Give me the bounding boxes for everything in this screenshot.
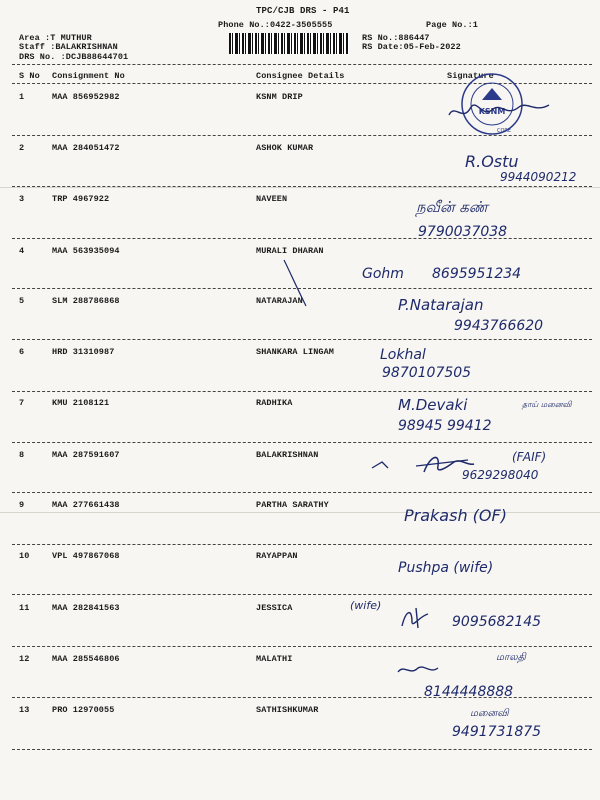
handwritten-name: Gohm — [362, 266, 404, 282]
handwritten-phone: 9790037038 — [418, 224, 508, 240]
barcode — [229, 33, 349, 54]
scan-artifact — [0, 512, 600, 513]
row-sno: 13 — [19, 705, 30, 715]
row-consignee: PARTHA SARATHY — [256, 500, 329, 510]
column-header-signature: Signature — [447, 71, 494, 81]
row-consignee: KSNM DRIP — [256, 92, 303, 102]
row-divider — [12, 238, 592, 239]
handwritten-name: P.Natarajan — [398, 296, 484, 314]
rs-number: RS No.:886447 — [362, 33, 430, 43]
row-consignee: RADHIKA — [256, 398, 293, 408]
header-divider — [12, 64, 592, 65]
signature-row-11 — [398, 604, 434, 630]
row-divider — [12, 646, 592, 647]
row-consignment: MAA 856952982 — [52, 92, 120, 102]
row-divider — [12, 697, 592, 698]
row-consignee: RAYAPPAN — [256, 551, 298, 561]
handwritten-phone: 9095682145 — [452, 614, 542, 630]
row-consignment: HRD 31310987 — [52, 347, 115, 357]
row-sno: 8 — [19, 450, 25, 460]
row-sno: 9 — [19, 500, 25, 510]
row-sno: 1 — [19, 92, 25, 102]
page-number: Page No.:1 — [426, 20, 479, 30]
handwritten-tamil-name: நவீன் கண் — [416, 198, 488, 216]
row-consignee: BALAKRISHNAN — [256, 450, 319, 460]
handwritten-phone: 9944090212 — [500, 170, 577, 184]
row-consignment: PRO 12970055 — [52, 705, 115, 715]
row-sno: 12 — [19, 654, 30, 664]
row-divider — [12, 749, 592, 750]
handwritten-tamil-note: தாய் மனைவி — [522, 400, 572, 409]
row-divider — [12, 492, 592, 493]
row-consignee: NAVEEN — [256, 194, 288, 204]
row-consignment: MAA 285546806 — [52, 654, 120, 664]
row-divider — [12, 594, 592, 595]
row-divider — [12, 135, 592, 136]
row-sno: 3 — [19, 194, 25, 204]
row-divider — [12, 288, 592, 289]
row-consignment: MAA 287591607 — [52, 450, 120, 460]
row-consignee: MURALI DHARAN — [256, 246, 324, 256]
row-consignment: SLM 288786868 — [52, 296, 120, 306]
handwritten-name: R.Ostu — [465, 152, 519, 171]
handwritten-phone: 9491731875 — [452, 724, 542, 740]
row-consignee: ASHOK KUMAR — [256, 143, 314, 153]
handwritten-phone: 9870107505 — [382, 365, 472, 381]
handwritten-receiver: Prakash (OF) — [404, 506, 507, 525]
row-sno: 4 — [19, 246, 25, 256]
handwritten-name: M.Devaki — [398, 396, 468, 414]
row-divider — [12, 442, 592, 443]
phone-number: Phone No.:0422-3505555 — [218, 20, 333, 30]
document-title: TPC/CJB DRS - P41 — [256, 6, 350, 16]
row-consignment: KMU 2108121 — [52, 398, 110, 408]
row-sno: 6 — [19, 347, 25, 357]
row-consignment: TRP 4967922 — [52, 194, 110, 204]
handwritten-tamil-note: மனைவி — [470, 708, 509, 719]
row-sno: 10 — [19, 551, 30, 561]
handwritten-receiver: Pushpa (wife) — [398, 560, 494, 576]
row-sno: 2 — [19, 143, 25, 153]
signature-row-1 — [445, 95, 555, 125]
row-consignment: MAA 284051472 — [52, 143, 120, 153]
row-consignee: JESSICA — [256, 603, 293, 613]
row-consignee: MALATHI — [256, 654, 293, 664]
column-header-consignee: Consignee Details — [256, 71, 345, 81]
row-divider — [12, 544, 592, 545]
handwritten-phone: 8695951234 — [432, 266, 522, 282]
handwritten-note: (wife) — [350, 599, 382, 612]
row-consignee: NATARAJAN — [256, 296, 303, 306]
handwritten-phone: 9943766620 — [454, 318, 544, 334]
column-header-sno: S No — [19, 71, 40, 81]
row-divider — [12, 186, 592, 187]
signature-row-12 — [396, 660, 440, 680]
scan-artifact — [0, 187, 600, 188]
stamp-name: KSNM — [478, 107, 506, 116]
row-consignee: SHANKARA LINGAM — [256, 347, 335, 357]
handwritten-phone: 9629298040 — [462, 468, 539, 482]
row-consignment: MAA 563935094 — [52, 246, 120, 256]
handwritten-note: (FAIF) — [512, 450, 547, 464]
stamp-place: CORE — [496, 128, 512, 134]
handwritten-name: Lokhal — [380, 347, 426, 363]
row-consignment: VPL 497867068 — [52, 551, 120, 561]
row-sno: 7 — [19, 398, 25, 408]
row-consignment: MAA 282841563 — [52, 603, 120, 613]
area-label: Area :T MUTHUR — [19, 33, 92, 43]
handwritten-tamil-name: மாலதி — [496, 652, 526, 663]
handwritten-phone: 98945 99412 — [398, 418, 492, 434]
handwritten-phone: 8144448888 — [424, 684, 514, 700]
drs-number: DRS No. :DCJB88644701 — [19, 52, 129, 62]
row-sno: 5 — [19, 296, 25, 306]
row-consignee: SATHISHKUMAR — [256, 705, 319, 715]
row-divider — [12, 339, 592, 340]
rs-date: RS Date:05-Feb-2022 — [362, 42, 461, 52]
column-header-consignment: Consignment No — [52, 71, 125, 81]
row-consignment: MAA 277661438 — [52, 500, 120, 510]
staff-label: Staff :BALAKRISHNAN — [19, 42, 118, 52]
row-divider — [12, 391, 592, 392]
row-sno: 11 — [19, 603, 30, 613]
